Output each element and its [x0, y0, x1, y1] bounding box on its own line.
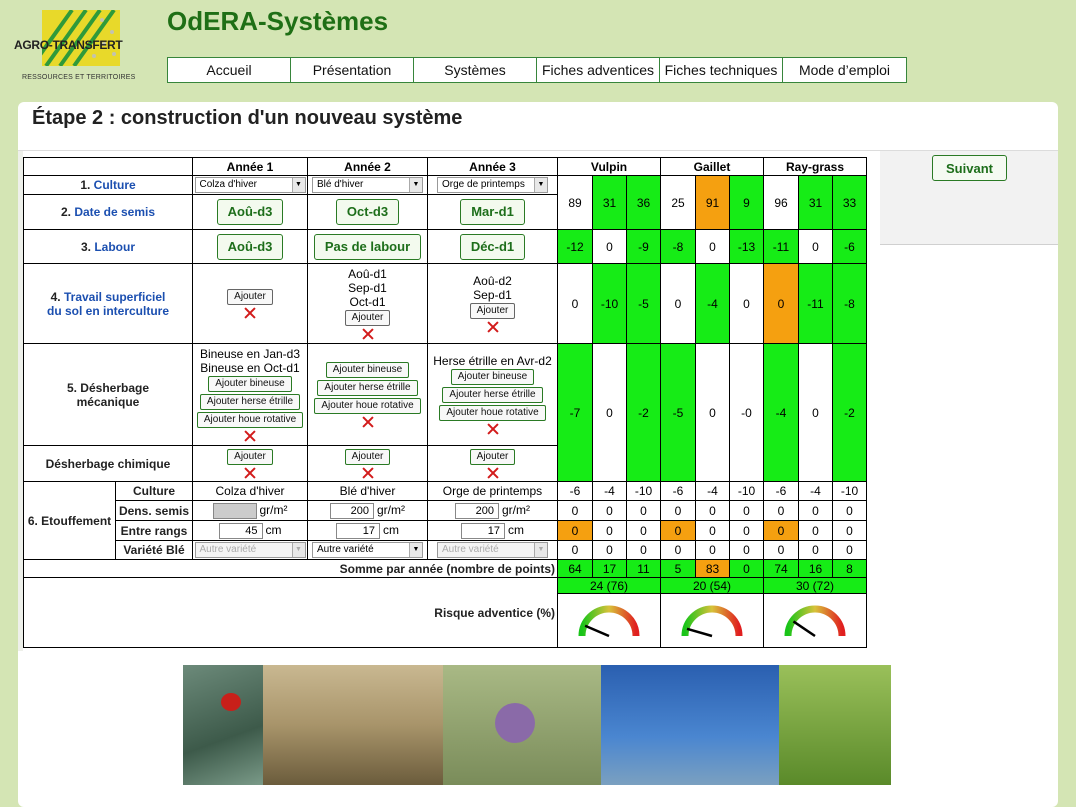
score-cell: -8 [661, 230, 696, 264]
score-cell: 9 [730, 176, 764, 230]
score-cell: 0 [558, 264, 593, 344]
score-cell: -8 [833, 264, 867, 344]
link-travail[interactable]: Travail superficiel [63, 289, 166, 304]
score-cell: -10 [730, 482, 764, 501]
score-cell: 0 [730, 501, 764, 521]
app-title: OdERA-Systèmes [167, 6, 389, 36]
travail-add-button-2[interactable]: Ajouter [345, 310, 391, 326]
score-cell: 0 [730, 560, 764, 578]
logo-subtitle: RESSOURCES ET TERRITOIRES [22, 74, 136, 81]
travail-entry: Oct-d1 [349, 295, 386, 309]
header-year-1: Année 1 [193, 158, 308, 176]
link-date-semis[interactable]: Date de semis [74, 205, 156, 219]
header-ray-grass: Ray-grass [764, 158, 867, 176]
chimique-add-button-2[interactable]: Ajouter [345, 449, 391, 465]
score-cell: -4 [799, 482, 833, 501]
nav-mode-emploi[interactable]: Mode d’emploi [798, 62, 891, 78]
score-cell: 0 [558, 501, 593, 521]
score-cell: -5 [627, 264, 661, 344]
score-cell: 0 [593, 344, 627, 482]
score-cell: 89 [558, 176, 593, 230]
total-vulpin: 24 (76) [558, 578, 660, 594]
add-houe-button[interactable]: Ajouter houe rotative [314, 398, 420, 414]
score-cell: 0 [833, 501, 867, 521]
score-cell: -11 [799, 264, 833, 344]
score-cell: 0 [661, 541, 696, 560]
score-cell: 0 [799, 230, 833, 264]
dens-input-2[interactable]: 200 [330, 503, 374, 519]
score-cell: -10 [833, 482, 867, 501]
score-cell: 0 [696, 541, 730, 560]
score-cell: -7 [558, 344, 593, 482]
score-cell: -6 [558, 482, 593, 501]
score-cell: 74 [764, 560, 799, 578]
score-cell: 0 [593, 541, 627, 560]
label-entre-rangs: Entre rangs [116, 521, 193, 541]
add-herse-button[interactable]: Ajouter herse étrille [442, 387, 542, 403]
score-cell: 31 [593, 176, 627, 230]
gauge-icon [780, 594, 850, 644]
gauge-icon [677, 594, 747, 644]
add-herse-button[interactable]: Ajouter herse étrille [200, 394, 300, 410]
delete-icon[interactable] [361, 467, 375, 479]
main-nav [167, 57, 907, 83]
logo-text: AGRO-TRANSFERT [14, 38, 123, 52]
right-panel [880, 151, 1058, 245]
score-cell: 0 [696, 344, 730, 482]
header-gaillet: Gaillet [661, 158, 764, 176]
thistle-photo [443, 665, 601, 785]
add-bineuse-button[interactable]: Ajouter bineuse [451, 369, 535, 385]
score-cell: 16 [799, 560, 833, 578]
chimique-add-button-3[interactable]: Ajouter [470, 449, 516, 465]
delete-icon[interactable] [361, 328, 375, 340]
etouf-culture-3: Orge de printemps [428, 482, 558, 501]
score-cell: 0 [764, 521, 799, 541]
score-cell: -0 [730, 344, 764, 482]
header-year-2: Année 2 [308, 158, 428, 176]
travail-entry: Sep-d1 [348, 281, 387, 295]
rangs-input-2[interactable]: 17 [336, 523, 380, 539]
dens-input-3[interactable]: 200 [455, 503, 499, 519]
score-cell: 0 [593, 501, 627, 521]
label-dens-semis: Dens. semis [116, 501, 193, 521]
score-cell: 0 [833, 541, 867, 560]
score-cell: 33 [833, 176, 867, 230]
labour-button-1[interactable]: Aoû-d3 [217, 234, 284, 260]
semis-button-3[interactable]: Mar-d1 [460, 199, 525, 225]
score-cell: 0 [730, 541, 764, 560]
delete-icon[interactable] [361, 416, 375, 428]
score-cell: -4 [764, 344, 799, 482]
score-cell: -4 [593, 482, 627, 501]
label-semis: 2. Date de semis [24, 195, 193, 230]
photo-strip [183, 665, 891, 785]
etouf-culture-2: Blé d'hiver [308, 482, 428, 501]
meca-entry: Bineuse en Jan-d3 [199, 347, 301, 361]
score-cell: -12 [558, 230, 593, 264]
poppy-photo [183, 665, 263, 785]
label-etouffement: 6. Etouffement [24, 482, 116, 560]
delete-icon[interactable] [243, 467, 257, 479]
meca-entry: Herse étrille en Avr-d2 [433, 354, 552, 368]
add-bineuse-button[interactable]: Ajouter bineuse [208, 376, 292, 392]
score-cell: 36 [627, 176, 661, 230]
label-risque: Risque adventice (%) [24, 578, 558, 648]
delete-icon[interactable] [486, 467, 500, 479]
score-cell: 0 [764, 541, 799, 560]
total-ray-grass: 30 (72) [764, 578, 866, 594]
travail-entry: Aoû-d1 [348, 267, 387, 281]
label-culture: 1. Culture [24, 176, 193, 195]
nav-accueil[interactable]: Accueil [168, 58, 291, 82]
score-cell: 31 [799, 176, 833, 230]
label-variete: Variété Blé [116, 541, 193, 560]
score-cell: -9 [627, 230, 661, 264]
chimique-add-button-1[interactable]: Ajouter [227, 449, 273, 465]
variete-select-1[interactable]: Autre variété ▼ [195, 542, 306, 558]
score-cell: 0 [730, 521, 764, 541]
system-table: Année 1 Année 2 Année 3 Vulpin Gaillet Ray-grass 1. Culture Colza d'hiver ▼ Blé d'hiver ▼ Orge de printemps ▼ 89 31 36 25 91 9 96 31 33 2. Date de semis Aoû-d3 Oct-d3 Mar-d1 3. Labour Aoû-d3 Pas de labour Déc-d1 -12 0 -9 -8 0 -13 -11 0 -6 4. Travail superficiel du sol en interculture Ajouter Aoû-d1 Sep-d1 Oct-d1 Ajouter Aoû-d2 Sep-d1 Ajouter 0 -10 -5 0 -4 0 0 -11 -8 5. Désherbage mécanique Bineuse en Jan-d3 Bineuse en Oct-d1 Ajouter bineuse Ajouter herse étrille Ajouter houe rotative Ajouter bineuse Ajouter herse étrille Ajouter houe rotative Herse étrille en Avr-d2 Ajouter bineuse Ajouter herse étrille Ajouter houe rotative -7 0 -2 -5 0 -0 -4 0 -2 Désherbage chimique Ajouter Ajouter Ajouter 6. Etouffement Culture Colza d'hiver Blé d'hiver Orge de printemps -6 -4 -10 -6 -4 -10 -6 -4 -10 Dens. semis gr/m² 200 gr/m² 200 gr/m² 0 0 0 0 0 0 0 0 0 Entre rangs 45 cm 17 cm 17 cm 0 0 0 0 0 0 0 0 0 Variété Blé Autre variété ▼ Autre variété ▼ Autre variété ▼ 0 0 0 0 0 0 0 0 0 Somme par année (nombre de points) 64 17 11 5 83 0 74 16 8 Risque adventice (%) 24 (76) 20 (54) 30 (72) [23, 157, 867, 648]
rangs-input-3[interactable]: 17 [461, 523, 505, 539]
score-cell: -2 [833, 344, 867, 482]
score-cell: 0 [627, 521, 661, 541]
score-cell: -6 [833, 230, 867, 264]
page-title: Étape 2 : construction d'un nouveau système [32, 107, 463, 129]
score-cell: 5 [661, 560, 696, 578]
link-labour[interactable]: Labour [94, 239, 136, 254]
label-chimique: Désherbage chimique [24, 446, 193, 482]
score-cell: 0 [696, 501, 730, 521]
meadow-photo [779, 665, 891, 785]
content-panel [18, 102, 1058, 807]
delete-icon[interactable] [486, 423, 500, 435]
score-cell: -2 [627, 344, 661, 482]
score-cell: -4 [696, 264, 730, 344]
score-cell: 0 [661, 501, 696, 521]
meca-entry: Bineuse en Oct-d1 [200, 361, 300, 375]
add-herse-button[interactable]: Ajouter herse étrille [317, 380, 417, 396]
score-cell: -10 [627, 482, 661, 501]
score-cell: 0 [696, 521, 730, 541]
score-cell: 0 [661, 521, 696, 541]
culture-select-1[interactable]: Colza d'hiver ▼ [195, 177, 306, 193]
score-cell: 0 [799, 344, 833, 482]
score-cell: 91 [696, 176, 730, 230]
score-cell: -10 [593, 264, 627, 344]
score-cell: -11 [764, 230, 799, 264]
score-cell: 0 [661, 264, 696, 344]
travail-entry: Sep-d1 [473, 288, 512, 302]
culture-select-3[interactable]: Orge de printemps ▼ [437, 177, 548, 193]
next-button[interactable]: Suivant [932, 155, 1007, 181]
semis-button-2[interactable]: Oct-d3 [336, 199, 399, 225]
label-somme: Somme par année (nombre de points) [24, 560, 558, 578]
travail-add-button-3[interactable]: Ajouter [470, 303, 516, 319]
label-travail: 4. Travail superficiel du sol en interculture [24, 264, 193, 344]
nav-presentation[interactable]: Présentation [291, 58, 414, 82]
add-bineuse-button[interactable]: Ajouter bineuse [326, 362, 410, 378]
score-cell: 0 [833, 521, 867, 541]
add-houe-button[interactable]: Ajouter houe rotative [439, 405, 545, 421]
score-cell: -6 [661, 482, 696, 501]
score-cell: -13 [730, 230, 764, 264]
delete-icon[interactable] [243, 307, 257, 319]
culture-select-2[interactable]: Blé d'hiver ▼ [312, 177, 423, 193]
score-cell: -5 [661, 344, 696, 482]
score-cell: 17 [593, 560, 627, 578]
grass-sky-photo [601, 665, 779, 785]
nav-fiches-adventices[interactable]: Fiches adventices [537, 58, 660, 82]
add-houe-button[interactable]: Ajouter houe rotative [197, 412, 303, 428]
link-culture[interactable]: Culture [93, 178, 136, 192]
nav-systemes[interactable]: Systèmes [414, 58, 537, 82]
label-meca: 5. Désherbage mécanique [24, 344, 193, 446]
score-cell: 11 [627, 560, 661, 578]
score-cell: 0 [558, 521, 593, 541]
score-cell: 0 [799, 501, 833, 521]
travail-add-button-1[interactable]: Ajouter [227, 289, 273, 305]
score-cell: 0 [764, 264, 799, 344]
score-cell: 0 [627, 501, 661, 521]
score-cell: -6 [764, 482, 799, 501]
gauge-icon [574, 594, 644, 644]
variete-select-3[interactable]: Autre variété ▼ [437, 542, 548, 558]
dens-input-1[interactable] [213, 503, 257, 519]
label-etouf-culture: Culture [116, 482, 193, 501]
field-photo [263, 665, 443, 785]
travail-entry: Aoû-d2 [473, 274, 512, 288]
score-cell: 8 [833, 560, 867, 578]
score-cell: 0 [799, 541, 833, 560]
label-labour: 3. Labour [24, 230, 193, 264]
etouf-culture-1: Colza d'hiver [193, 482, 308, 501]
score-cell: 0 [593, 230, 627, 264]
score-cell: 64 [558, 560, 593, 578]
header-vulpin: Vulpin [558, 158, 661, 176]
agro-transfert-logo [14, 8, 136, 88]
labour-button-2[interactable]: Pas de labour [314, 234, 421, 260]
rangs-input-1[interactable]: 45 [219, 523, 263, 539]
score-cell: 0 [764, 501, 799, 521]
total-gaillet: 20 (54) [661, 578, 763, 594]
delete-icon[interactable] [486, 321, 500, 333]
score-cell: 0 [730, 264, 764, 344]
labour-button-3[interactable]: Déc-d1 [460, 234, 525, 260]
score-cell: 96 [764, 176, 799, 230]
semis-button-1[interactable]: Aoû-d3 [217, 199, 284, 225]
score-cell: 0 [627, 541, 661, 560]
variete-select-2[interactable]: Autre variété ▼ [312, 542, 423, 558]
score-cell: 83 [696, 560, 730, 578]
score-cell: 0 [593, 521, 627, 541]
score-cell: 0 [558, 541, 593, 560]
header-year-3: Année 3 [428, 158, 558, 176]
score-cell: 25 [661, 176, 696, 230]
score-cell: 0 [799, 521, 833, 541]
score-cell: -4 [696, 482, 730, 501]
delete-icon[interactable] [243, 430, 257, 442]
nav-fiches-techniques[interactable]: Fiches techniques [660, 58, 783, 82]
score-cell: 0 [696, 230, 730, 264]
